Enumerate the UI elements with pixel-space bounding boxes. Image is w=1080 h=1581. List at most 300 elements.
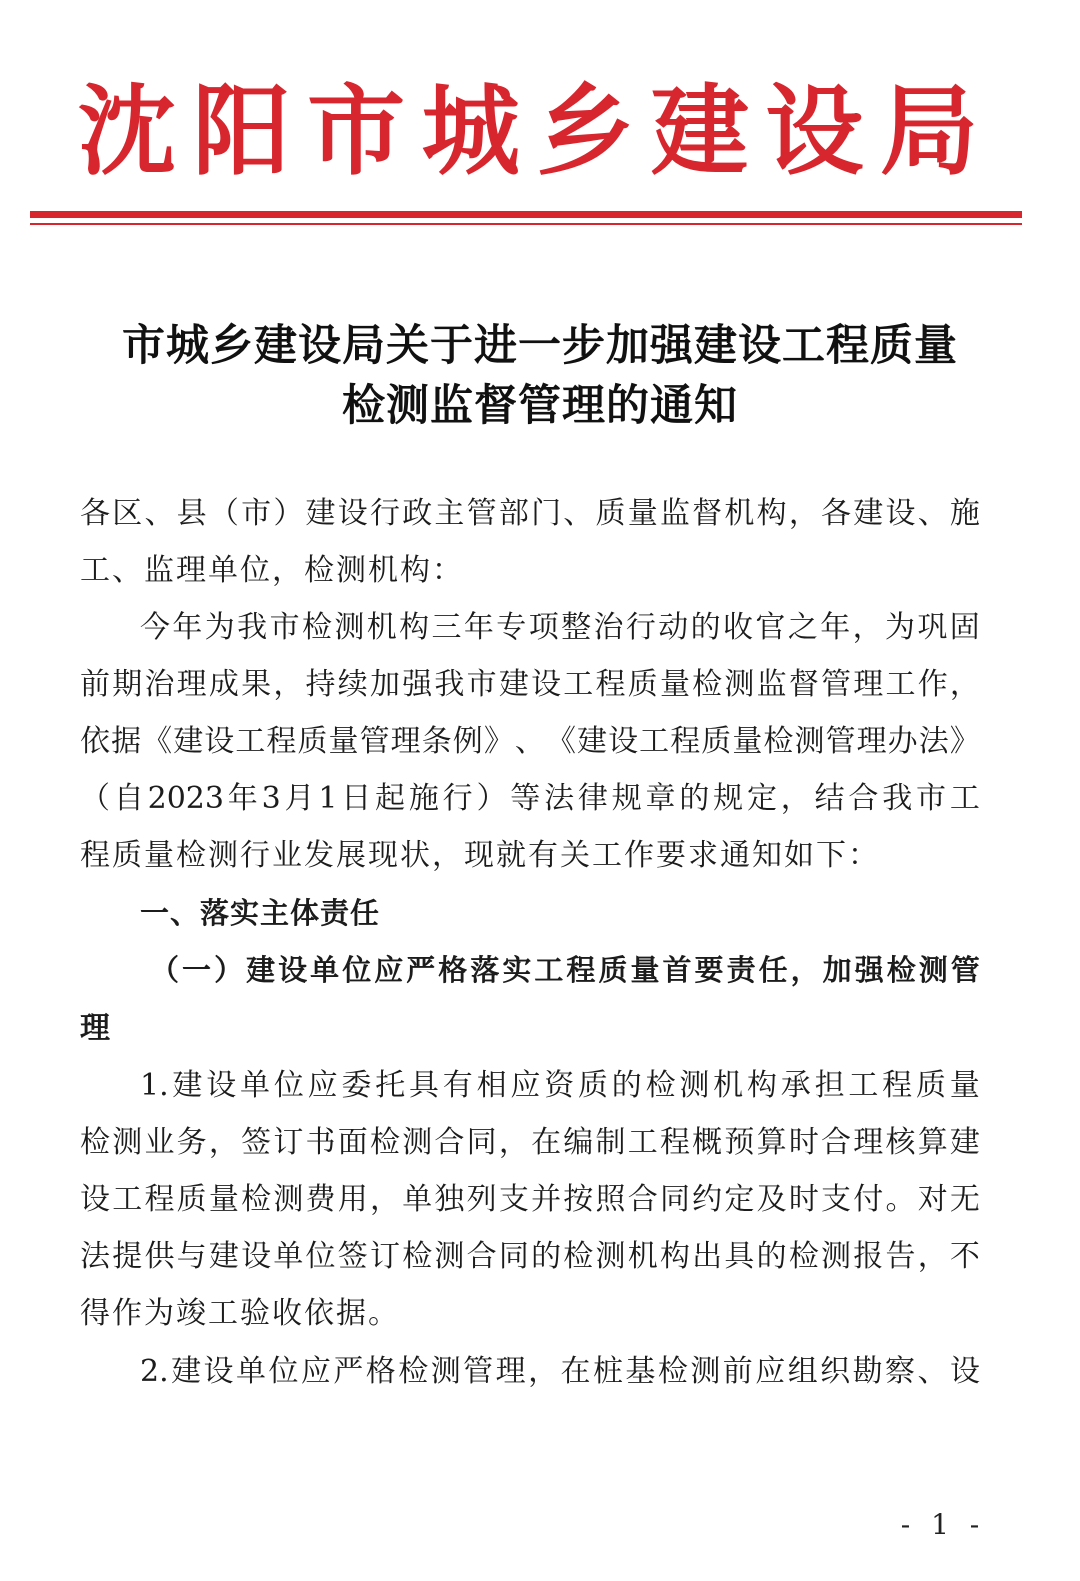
- subsection-heading-1-line-1: [150, 946, 980, 994]
- text-glyph: 固: [949, 610, 980, 645]
- text-glyph: 测: [430, 1354, 461, 1389]
- text-glyph: 同: [498, 1239, 529, 1274]
- text-glyph: 《: [142, 724, 173, 759]
- text-glyph: 测: [724, 667, 755, 702]
- text-glyph: ，: [852, 610, 883, 645]
- text-glyph: 县: [176, 496, 207, 531]
- text-glyph: 局: [879, 74, 978, 189]
- text-glyph: 施: [949, 496, 980, 531]
- text-glyph: 要: [694, 953, 724, 987]
- text-glyph: 务: [176, 1125, 207, 1160]
- text-glyph: 1: [318, 781, 338, 816]
- text-glyph: 我: [237, 610, 268, 645]
- text-glyph: 市: [241, 496, 272, 531]
- text-glyph: 今: [140, 610, 170, 645]
- text-glyph: 建: [949, 1125, 980, 1160]
- text-glyph: 预: [724, 1125, 755, 1160]
- text-glyph: 具: [724, 1239, 755, 1274]
- text-glyph: 察: [885, 1354, 916, 1389]
- org-letterhead: [78, 62, 978, 202]
- text-glyph: 单: [310, 953, 340, 987]
- text-glyph: （: [208, 496, 239, 531]
- text-glyph: 无: [949, 1182, 980, 1217]
- text-glyph: 检: [402, 1239, 433, 1274]
- text-glyph: 格: [365, 1354, 396, 1389]
- text-glyph: 的: [679, 781, 710, 816]
- text-glyph: 、: [917, 1354, 948, 1389]
- document-title-line-1: 市城乡建设局关于进一步加强建设工程质量: [122, 321, 958, 371]
- text-glyph: 签: [241, 1125, 272, 1160]
- intro-line-1: [140, 604, 980, 652]
- text-glyph: 位: [273, 1068, 304, 1103]
- text-glyph: ，: [273, 667, 304, 702]
- text-glyph: 应: [307, 1068, 338, 1103]
- text-glyph: 检: [692, 667, 723, 702]
- item-1-line-5: 得作为竣工验收依据。: [80, 1296, 400, 1331]
- text-glyph: 设: [278, 953, 308, 987]
- text-glyph: 成: [208, 667, 239, 702]
- text-glyph: 构: [746, 1068, 777, 1103]
- text-glyph: 续: [337, 667, 368, 702]
- text-glyph: 法: [544, 781, 575, 816]
- text-glyph: 督: [788, 667, 819, 702]
- text-glyph: 工: [949, 781, 980, 816]
- text-glyph: 设: [80, 1182, 110, 1217]
- text-glyph: 检: [369, 1125, 400, 1160]
- text-glyph: 测: [595, 1239, 626, 1274]
- text-glyph: 托: [375, 1068, 406, 1103]
- text-glyph: 巩: [917, 610, 948, 645]
- text-glyph: 管: [463, 1354, 494, 1389]
- text-glyph: 建: [171, 1354, 202, 1389]
- text-glyph: 、: [563, 496, 594, 531]
- text-glyph: 强: [402, 667, 433, 702]
- text-glyph: 报: [853, 1239, 884, 1274]
- text-glyph: 检: [301, 610, 332, 645]
- text-glyph: 落: [470, 953, 500, 987]
- text-glyph: 单: [235, 1354, 266, 1389]
- text-glyph: 治: [144, 667, 175, 702]
- text-glyph: 工: [112, 1182, 143, 1217]
- text-glyph: 订: [369, 1239, 400, 1274]
- text-glyph: 委: [341, 1068, 372, 1103]
- text-glyph: 治: [593, 610, 624, 645]
- intro-line-5: 程质量检测行业发展现状，现就有关工作要求通知如下：: [80, 838, 880, 873]
- text-glyph: 单: [402, 1182, 433, 1217]
- text-glyph: 定: [724, 1182, 755, 1217]
- text-glyph: 支: [498, 1182, 529, 1217]
- item-1-line-1: [140, 1062, 980, 1110]
- text-glyph: 动: [658, 610, 689, 645]
- text-glyph: 为: [204, 610, 235, 645]
- text-glyph: ，: [790, 953, 820, 987]
- text-glyph: 制: [595, 1125, 626, 1160]
- text-glyph: 对: [917, 1182, 948, 1217]
- text-glyph: 设: [204, 724, 235, 759]
- text-glyph: 面: [337, 1125, 368, 1160]
- addressee-line-2: 工、监理单位，检测机构：: [80, 553, 464, 588]
- text-glyph: 算: [756, 1125, 787, 1160]
- intro-line-2: [80, 661, 980, 709]
- text-glyph: 程: [659, 1125, 690, 1160]
- addressee-line-1: [80, 490, 980, 538]
- text-glyph: 市: [916, 781, 947, 816]
- text-glyph: 我: [882, 781, 913, 816]
- text-glyph: 质: [297, 724, 328, 759]
- text-glyph: 理: [390, 724, 421, 759]
- text-glyph: 时: [788, 1182, 819, 1217]
- text-glyph: 工: [563, 667, 594, 702]
- text-glyph: 设: [337, 496, 368, 531]
- text-glyph: 量: [949, 1068, 980, 1103]
- text-glyph: 理: [495, 1354, 526, 1389]
- item-2-line-1: [140, 1348, 980, 1396]
- text-glyph: 2.: [140, 1354, 169, 1389]
- text-glyph: 之: [787, 610, 818, 645]
- text-glyph: ，: [498, 1125, 529, 1160]
- text-glyph: 市: [307, 74, 406, 189]
- text-glyph: 应: [300, 1354, 331, 1389]
- text-glyph: 工: [885, 667, 916, 702]
- text-glyph: 3: [261, 781, 281, 816]
- text-glyph: 相: [476, 1068, 507, 1103]
- text-glyph: 年: [463, 610, 494, 645]
- text-glyph: 督: [692, 496, 723, 531]
- text-glyph: 前: [722, 1354, 753, 1389]
- text-glyph: 应: [510, 1068, 541, 1103]
- text-glyph: 合: [466, 1239, 497, 1274]
- text-glyph: 组: [787, 1354, 818, 1389]
- text-glyph: 检: [80, 1125, 110, 1160]
- text-glyph: 测: [918, 953, 948, 987]
- text-glyph: 费: [305, 1182, 336, 1217]
- text-glyph: 列: [466, 1182, 497, 1217]
- text-glyph: 书: [305, 1125, 336, 1160]
- text-glyph: 构: [659, 1239, 690, 1274]
- text-glyph: 建: [172, 1068, 203, 1103]
- text-glyph: 构: [399, 610, 430, 645]
- text-glyph: 严: [406, 953, 436, 987]
- subsection-heading-1-line-2: 理: [80, 1011, 112, 1046]
- text-glyph: 理: [853, 667, 884, 702]
- text-glyph: 门: [531, 496, 562, 531]
- text-glyph: 》: [949, 724, 980, 759]
- text-glyph: 加: [822, 953, 852, 987]
- text-glyph: 据: [111, 724, 142, 759]
- text-glyph: 建: [650, 74, 749, 189]
- text-glyph: 理: [853, 1125, 884, 1160]
- text-glyph: 管: [466, 496, 497, 531]
- text-glyph: 测: [434, 1239, 465, 1274]
- text-glyph: 勘: [852, 1354, 883, 1389]
- text-glyph: ，: [208, 1125, 239, 1160]
- text-glyph: 政: [402, 496, 433, 531]
- text-glyph: 概: [692, 1125, 723, 1160]
- text-glyph: 织: [820, 1354, 851, 1389]
- text-glyph: 城: [421, 74, 520, 189]
- text-glyph: 工: [639, 724, 670, 759]
- text-glyph: 签: [337, 1239, 368, 1274]
- text-glyph: 程: [566, 953, 596, 987]
- text-glyph: 项: [528, 610, 559, 645]
- text-glyph: 质: [598, 953, 628, 987]
- text-glyph: 年: [227, 781, 258, 816]
- text-glyph: 桩: [592, 1354, 623, 1389]
- text-glyph: 工: [627, 1125, 658, 1160]
- text-glyph: 在: [531, 1125, 562, 1160]
- text-glyph: 法: [918, 724, 949, 759]
- text-glyph: 管: [950, 953, 980, 987]
- text-glyph: 量: [630, 953, 660, 987]
- text-glyph: 合: [821, 1125, 852, 1160]
- text-glyph: 供: [144, 1239, 175, 1274]
- text-glyph: 期: [112, 667, 143, 702]
- text-glyph: 等: [510, 781, 541, 816]
- text-glyph: 工: [848, 1068, 879, 1103]
- letterhead-red-rule-thick: [30, 211, 1022, 218]
- text-glyph: 位: [305, 1239, 336, 1274]
- text-glyph: 严: [333, 1354, 364, 1389]
- page-number: - 1 -: [900, 1508, 986, 1541]
- text-glyph: 格: [438, 953, 468, 987]
- text-glyph: 量: [732, 724, 763, 759]
- text-glyph: 照: [595, 1182, 626, 1217]
- text-glyph: 前: [80, 667, 110, 702]
- text-glyph: 机: [366, 610, 397, 645]
- text-glyph: 行: [442, 781, 473, 816]
- text-glyph: 规: [611, 781, 642, 816]
- text-glyph: 建: [173, 724, 204, 759]
- text-glyph: ，: [788, 496, 819, 531]
- text-glyph: 检: [886, 953, 916, 987]
- text-glyph: 测: [334, 610, 365, 645]
- text-glyph: 行: [369, 496, 400, 531]
- text-glyph: 与: [176, 1239, 207, 1274]
- text-glyph: 检: [788, 1239, 819, 1274]
- text-glyph: 支: [821, 1182, 852, 1217]
- text-glyph: 建: [208, 1239, 239, 1274]
- text-glyph: 施: [408, 781, 439, 816]
- text-glyph: 、: [144, 496, 175, 531]
- text-glyph: 管: [821, 667, 852, 702]
- text-glyph: 机: [627, 1239, 658, 1274]
- text-glyph: 工: [534, 953, 564, 987]
- text-glyph: 担: [814, 1068, 845, 1103]
- text-glyph: 果: [241, 667, 272, 702]
- text-glyph: 2023: [147, 781, 224, 816]
- text-glyph: 管: [359, 724, 390, 759]
- text-glyph: 告: [885, 1239, 916, 1274]
- text-glyph: 付: [853, 1182, 884, 1217]
- text-glyph: ，: [528, 1354, 559, 1389]
- text-glyph: 量: [659, 667, 690, 702]
- text-glyph: ，: [949, 667, 980, 702]
- text-glyph: 设: [206, 1068, 237, 1103]
- text-glyph: 不: [949, 1239, 980, 1274]
- text-glyph: 沈: [78, 74, 177, 189]
- text-glyph: 依: [80, 724, 110, 759]
- text-glyph: 时: [788, 1125, 819, 1160]
- text-glyph: 合: [627, 1182, 658, 1217]
- text-glyph: 市: [269, 610, 300, 645]
- text-glyph: 建: [305, 496, 336, 531]
- text-glyph: 理: [856, 724, 887, 759]
- text-glyph: 基: [625, 1354, 656, 1389]
- text-glyph: 1.: [140, 1068, 169, 1103]
- text-glyph: 理: [176, 667, 207, 702]
- text-glyph: 设: [765, 74, 864, 189]
- letterhead-red-rule-thin: [30, 223, 1022, 225]
- text-glyph: 监: [659, 496, 690, 531]
- text-glyph: 构: [756, 496, 787, 531]
- text-glyph: 在: [560, 1354, 591, 1389]
- text-glyph: 的: [690, 610, 721, 645]
- text-glyph: 起: [375, 781, 406, 816]
- text-glyph: 法: [80, 1239, 110, 1274]
- text-glyph: 。: [885, 1182, 916, 1217]
- text-glyph: 主: [434, 496, 465, 531]
- text-glyph: 质: [915, 1068, 946, 1103]
- text-glyph: 测: [690, 1354, 721, 1389]
- text-glyph: 任: [758, 953, 788, 987]
- text-glyph: 持: [305, 667, 336, 702]
- text-glyph: ）: [273, 496, 304, 531]
- text-glyph: 责: [726, 953, 756, 987]
- text-glyph: 作: [917, 667, 948, 702]
- text-glyph: 合: [848, 781, 879, 816]
- text-glyph: 位: [342, 953, 372, 987]
- text-glyph: 检: [563, 1239, 594, 1274]
- text-glyph: 加: [369, 667, 400, 702]
- item-1-line-3: [80, 1176, 980, 1224]
- text-glyph: 出: [692, 1239, 723, 1274]
- text-glyph: 同: [466, 1125, 497, 1160]
- text-glyph: 检: [657, 1354, 688, 1389]
- text-glyph: 测: [402, 1125, 433, 1160]
- text-glyph: 位: [268, 1354, 299, 1389]
- text-glyph: 程: [882, 1068, 913, 1103]
- text-glyph: 设: [949, 1354, 980, 1389]
- text-glyph: 约: [692, 1182, 723, 1217]
- text-glyph: 程: [670, 724, 701, 759]
- text-glyph: 实: [502, 953, 532, 987]
- text-glyph: 律: [577, 781, 608, 816]
- text-glyph: 三: [431, 610, 462, 645]
- document-title-line-2: 检测监督管理的通知: [342, 381, 738, 431]
- text-glyph: 章: [645, 781, 676, 816]
- intro-line-4: [80, 775, 980, 823]
- text-glyph: 算: [917, 1125, 948, 1160]
- text-glyph: 量: [208, 1182, 239, 1217]
- text-glyph: 机: [713, 1068, 744, 1103]
- text-glyph: 我: [434, 667, 465, 702]
- text-glyph: 程: [144, 1182, 175, 1217]
- text-glyph: 设: [885, 496, 916, 531]
- text-glyph: ）: [214, 953, 244, 987]
- text-glyph: 应: [755, 1354, 786, 1389]
- text-glyph: 强: [854, 953, 884, 987]
- text-glyph: 整: [561, 610, 592, 645]
- intro-line-3: [80, 718, 980, 766]
- text-glyph: 质: [577, 1068, 608, 1103]
- text-glyph: 具: [409, 1068, 439, 1103]
- text-glyph: 及: [756, 1182, 787, 1217]
- text-glyph: 质: [627, 667, 658, 702]
- text-glyph: 官: [755, 610, 786, 645]
- text-glyph: 管: [825, 724, 856, 759]
- text-glyph: 订: [273, 1125, 304, 1160]
- text-glyph: 有: [442, 1068, 473, 1103]
- text-glyph: 各: [80, 496, 110, 531]
- text-glyph: 办: [887, 724, 918, 759]
- text-glyph: 承: [780, 1068, 811, 1103]
- text-glyph: 年: [172, 610, 203, 645]
- text-glyph: 行: [625, 610, 656, 645]
- text-glyph: 测: [679, 1068, 710, 1103]
- text-glyph: 机: [724, 496, 755, 531]
- text-glyph: 、: [514, 724, 545, 759]
- text-glyph: 建: [498, 667, 529, 702]
- text-glyph: 测: [273, 1182, 304, 1217]
- text-glyph: 建: [853, 496, 884, 531]
- text-glyph: 乡: [536, 74, 635, 189]
- text-glyph: 程: [266, 724, 297, 759]
- text-glyph: 建: [577, 724, 607, 759]
- text-glyph: 量: [627, 496, 658, 531]
- text-glyph: ，: [369, 1182, 400, 1217]
- text-glyph: 各: [821, 496, 852, 531]
- text-glyph: ）: [476, 781, 507, 816]
- text-glyph: 例: [452, 724, 483, 759]
- text-glyph: 规: [713, 781, 744, 816]
- text-glyph: 一: [182, 953, 212, 987]
- text-glyph: 设: [241, 1239, 272, 1274]
- text-glyph: 专: [496, 610, 527, 645]
- text-glyph: 测: [794, 724, 825, 759]
- text-glyph: 应: [374, 953, 404, 987]
- text-glyph: 同: [659, 1182, 690, 1217]
- text-glyph: 月: [284, 781, 315, 816]
- text-glyph: 编: [563, 1125, 594, 1160]
- text-glyph: 提: [112, 1239, 143, 1274]
- text-glyph: 测: [821, 1239, 852, 1274]
- text-glyph: 的: [756, 1239, 787, 1274]
- text-glyph: 质: [701, 724, 732, 759]
- text-glyph: 并: [531, 1182, 562, 1217]
- text-glyph: 独: [434, 1182, 465, 1217]
- text-glyph: 的: [531, 1239, 562, 1274]
- text-glyph: 质: [595, 496, 626, 531]
- text-glyph: 设: [203, 1354, 234, 1389]
- text-glyph: 结: [814, 781, 845, 816]
- text-glyph: 工: [235, 724, 266, 759]
- text-glyph: 量: [328, 724, 359, 759]
- item-1-line-4: [80, 1233, 980, 1281]
- text-glyph: 定: [746, 781, 777, 816]
- text-glyph: 建: [246, 953, 276, 987]
- text-glyph: 资: [544, 1068, 575, 1103]
- section-heading-1: 一、落实主体责任: [140, 896, 381, 930]
- text-glyph: ，: [917, 1239, 948, 1274]
- text-glyph: 年: [820, 610, 851, 645]
- text-glyph: 测: [112, 1125, 143, 1160]
- text-glyph: 条: [421, 724, 452, 759]
- text-glyph: 检: [398, 1354, 429, 1389]
- text-glyph: 监: [756, 667, 787, 702]
- text-glyph: 用: [337, 1182, 368, 1217]
- text-glyph: 部: [498, 496, 529, 531]
- text-glyph: 质: [176, 1182, 207, 1217]
